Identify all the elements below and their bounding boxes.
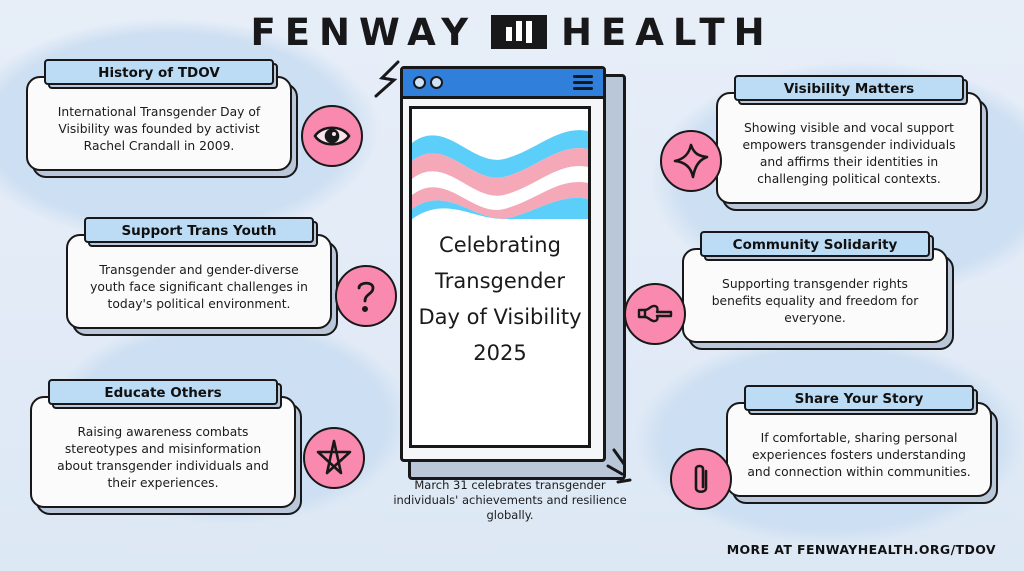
card-body [682,248,948,343]
brand-name-right: HEALTH [561,10,774,54]
brand-name-left: FENWAY [250,10,477,54]
card-community-solidarity[interactable] [682,237,948,343]
hamburger-menu-icon[interactable] [573,75,593,90]
eye-icon [301,105,363,167]
card-title: Educate Others [48,379,278,405]
card-body [66,234,332,329]
card-title: History of TDOV [44,59,274,85]
card-title: Share Your Story [744,385,974,411]
card-text: Supporting transgender rights benefits equality and freedom for everyone. [711,277,919,325]
star-icon [303,427,365,489]
phone-caption: March 31 celebrates transgender individuals' achievements and resilience globally. [393,478,627,522]
pointing-hand-icon [624,283,686,345]
sparkle-glyph [672,142,710,180]
trans-flag-wave [412,109,588,219]
phone-screen [409,106,591,448]
question-mark-glyph [352,277,380,315]
sparkle-icon [660,130,722,192]
footer-more-at: MORE AT FENWAYHEALTH.ORG/TDOV [726,542,996,557]
paperclip-icon [670,448,732,510]
card-body [726,402,992,497]
card-history-of-tdov[interactable] [26,65,292,171]
card-support-trans-youth[interactable] [66,223,332,329]
card-text: International Transgender Day of Visibility was founded by activist Rachel Crandall in 2009. [57,105,261,153]
phone-status-bar [403,69,603,99]
card-text: Transgender and gender-diverse youth face significant challenges in today's political environment. [90,263,308,311]
camera-dots-icon [413,76,443,89]
phone-mockup [393,66,627,522]
phone-headline: Celebrating Transgender Day of Visibility 2025 [418,233,582,365]
spark-left-icon [368,58,408,100]
fenway-bars-logo [491,15,547,49]
card-body [716,92,982,204]
card-title: Support Trans Youth [84,217,314,243]
card-body [30,396,296,508]
card-share-your-story[interactable] [726,391,992,497]
card-text: Showing visible and vocal support empowers transgender individuals and affirms their identities in challenging political contexts. [742,121,956,186]
card-educate-others[interactable] [30,385,296,508]
question-mark-icon [335,265,397,327]
pointing-hand-glyph [635,297,675,331]
paperclip-glyph [688,460,714,498]
card-title: Community Solidarity [700,231,930,257]
brand-header [0,6,1024,58]
card-text: Raising awareness combats stereotypes and misinformation about transgender individuals and their experiences. [57,425,269,490]
eye-icon-glyph [312,121,352,151]
card-body [26,76,292,171]
card-title: Visibility Matters [734,75,964,101]
star-glyph [314,438,354,478]
card-visibility-matters[interactable] [716,81,982,204]
card-text: If comfortable, sharing personal experiences fosters understanding and connection within communities. [747,431,971,479]
